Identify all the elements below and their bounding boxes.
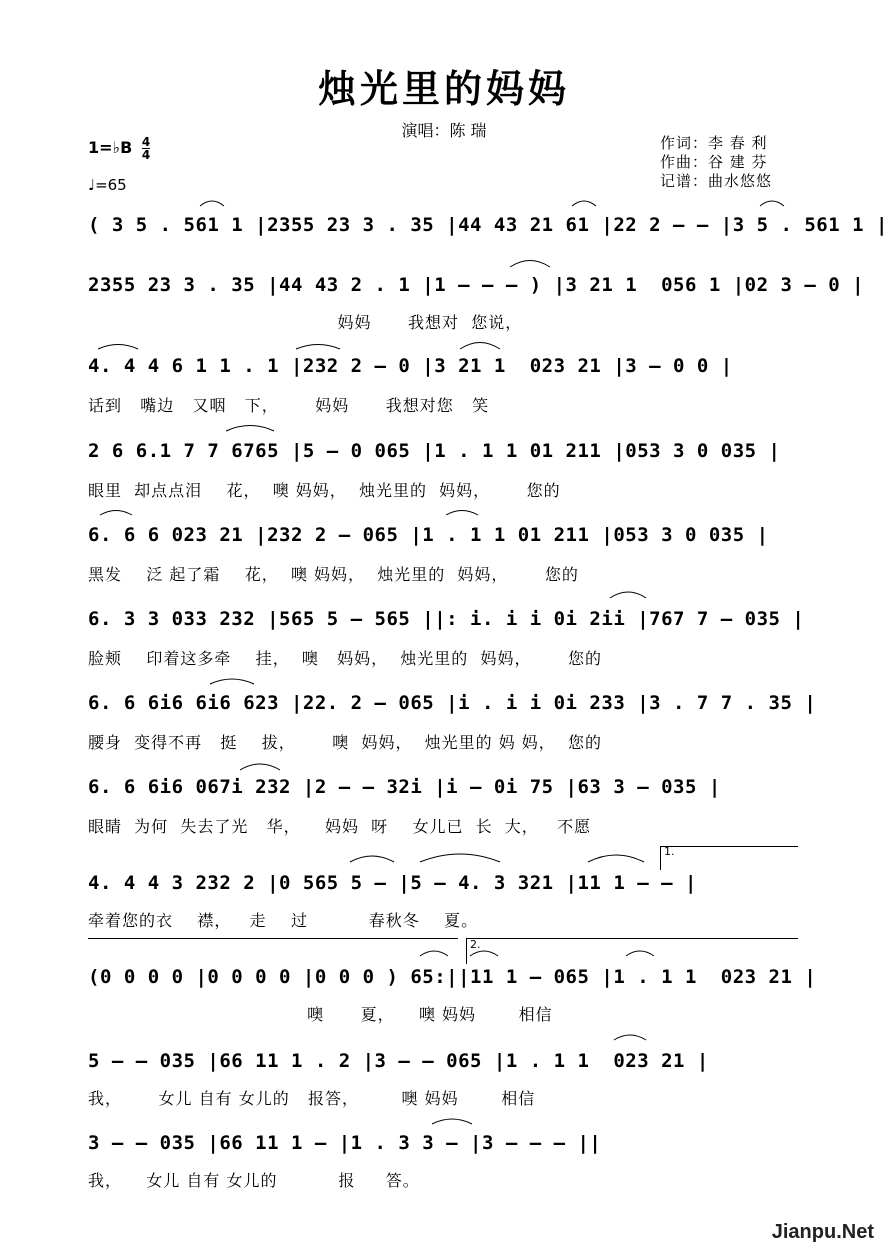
score-row-2-notes: 2355 23 3 . 35 |44 43 2 . 1 |1 – – – ) |3 21 1 056 1 |02 3 – 0 | [88,274,865,296]
score-row-5-lyrics: 黑发 泛 起了霜 花， 噢 妈妈， 烛光里的 妈妈， 您的 [88,565,579,584]
score-row-4-lyrics: 眼里 却点点泪 花， 噢 妈妈， 烛光里的 妈妈， 您的 [88,481,561,500]
slur-arc [572,201,596,206]
score-row-8-lyrics: 眼睛 为何 失去了光 华， 妈妈 呀 女儿已 长 大， 不愿 [88,817,592,836]
volta-1-label: 1. [664,845,675,858]
tempo-marking: ♩=65 [88,176,127,194]
score-row-3-notes: 4. 4 4 6 1 1 . 1 |232 2 – 0 |3 21 1 023 21 |3 – 0 0 | [88,355,733,377]
score-row-9-notes: 4. 4 4 3 232 2 |0 565 5 – |5 – 4. 3 321 |11 1 – – | [88,872,697,894]
score-row-2-lyrics: 妈妈 我想对 您说， [88,313,523,332]
composer-credit: 作曲：谷 建 芬 [660,153,768,171]
slur-arc [296,345,340,350]
score-row-1-notes: ( 3 5 . 561 1 |2355 23 3 . 35 |44 43 21 61 |22 2 – – |3 5 . 561 1 | [88,214,888,236]
volta-2-label: 2. [470,938,481,951]
slur-arc [614,1035,646,1040]
score-row-7-notes: 6. 6 6i6 6i6 623 |22. 2 – 065 |i . i i 0i 233 |3 . 7 7 . 35 | [88,692,817,714]
score-row-3-lyrics: 话到 嘴边 又咽 下， 妈妈 我想对您 笑 [88,396,490,415]
key-label: 1=♭B [88,138,133,157]
slur-arc [350,856,394,862]
time-sig-bottom: 4 [141,148,151,162]
score-row-4-notes: 2 6 6.1 7 7 6765 |5 – 0 065 |1 . 1 1 01 211 |053 3 0 035 | [88,440,781,462]
score-row-11-notes: 5 – – 035 |66 11 1 . 2 |3 – – 065 |1 . 1 1 023 21 | [88,1050,709,1072]
score-row-5-notes: 6. 6 6 023 21 |232 2 – 065 |1 . 1 1 01 211 |053 3 0 035 | [88,524,769,546]
slur-arc [210,679,254,684]
score-row-6-notes: 6. 3 3 033 232 |565 5 – 565 ||: i. i i 0i 2ii |767 7 – 035 | [88,608,805,630]
transcriber-credit: 记谱：曲水悠悠 [660,172,773,190]
slur-arc [100,511,132,516]
slur-arc [760,201,784,206]
score-row-11-lyrics: 我， 女儿 自有 女儿的 报答， 噢 妈妈 相信 [88,1089,536,1108]
score-row-10-notes: (0 0 0 0 |0 0 0 0 |0 0 0 ) 65:||11 1 – 065 |1 . 1 1 023 21 | [88,966,817,988]
score-row-9-lyrics: 牵着您的衣 襟， 走 过 春秋冬 夏。 [88,911,479,930]
score-row-8-notes: 6. 6 6i6 067i 232 |2 – – 32i |i – 0i 75 |63 3 – 035 | [88,776,721,798]
score-row-12-lyrics: 我， 女儿 自有 女儿的 报 答。 [88,1171,420,1190]
slur-arc [226,426,274,432]
time-sig-top: 4 [141,135,151,149]
slur-arc [432,1119,472,1124]
slur-arc [420,951,448,956]
score-row-12-notes: 3 – – 035 |66 11 1 – |1 . 3 3 – |3 – – – || [88,1132,602,1154]
singer-credit: 演唱：陈 瑞 [401,121,487,140]
slur-arc [446,511,478,516]
slur-arc [470,951,498,956]
slur-arc [610,592,646,598]
score-row-6-lyrics: 脸颊 印着这多牵 挂， 噢 妈妈， 烛光里的 妈妈， 您的 [88,649,602,668]
site-watermark: Jianpu.Net [771,1221,874,1243]
slur-arc [460,343,500,350]
song-title: 烛光里的妈妈 [317,67,570,111]
slur-arc [626,951,654,956]
score-row-10-lyrics: 噢 夏， 噢 妈妈 相信 [88,1005,553,1024]
slur-arc [420,854,500,862]
slur-arc [98,345,138,350]
slur-arc [510,261,550,268]
slur-arc [240,764,280,770]
lyricist-credit: 作词：李 春 利 [660,134,768,152]
slur-arc [200,201,224,206]
score-row-7-lyrics: 腰身 变得不再 挺 拔， 噢 妈妈， 烛光里的 妈 妈， 您的 [88,733,602,752]
slur-arc [588,855,644,862]
